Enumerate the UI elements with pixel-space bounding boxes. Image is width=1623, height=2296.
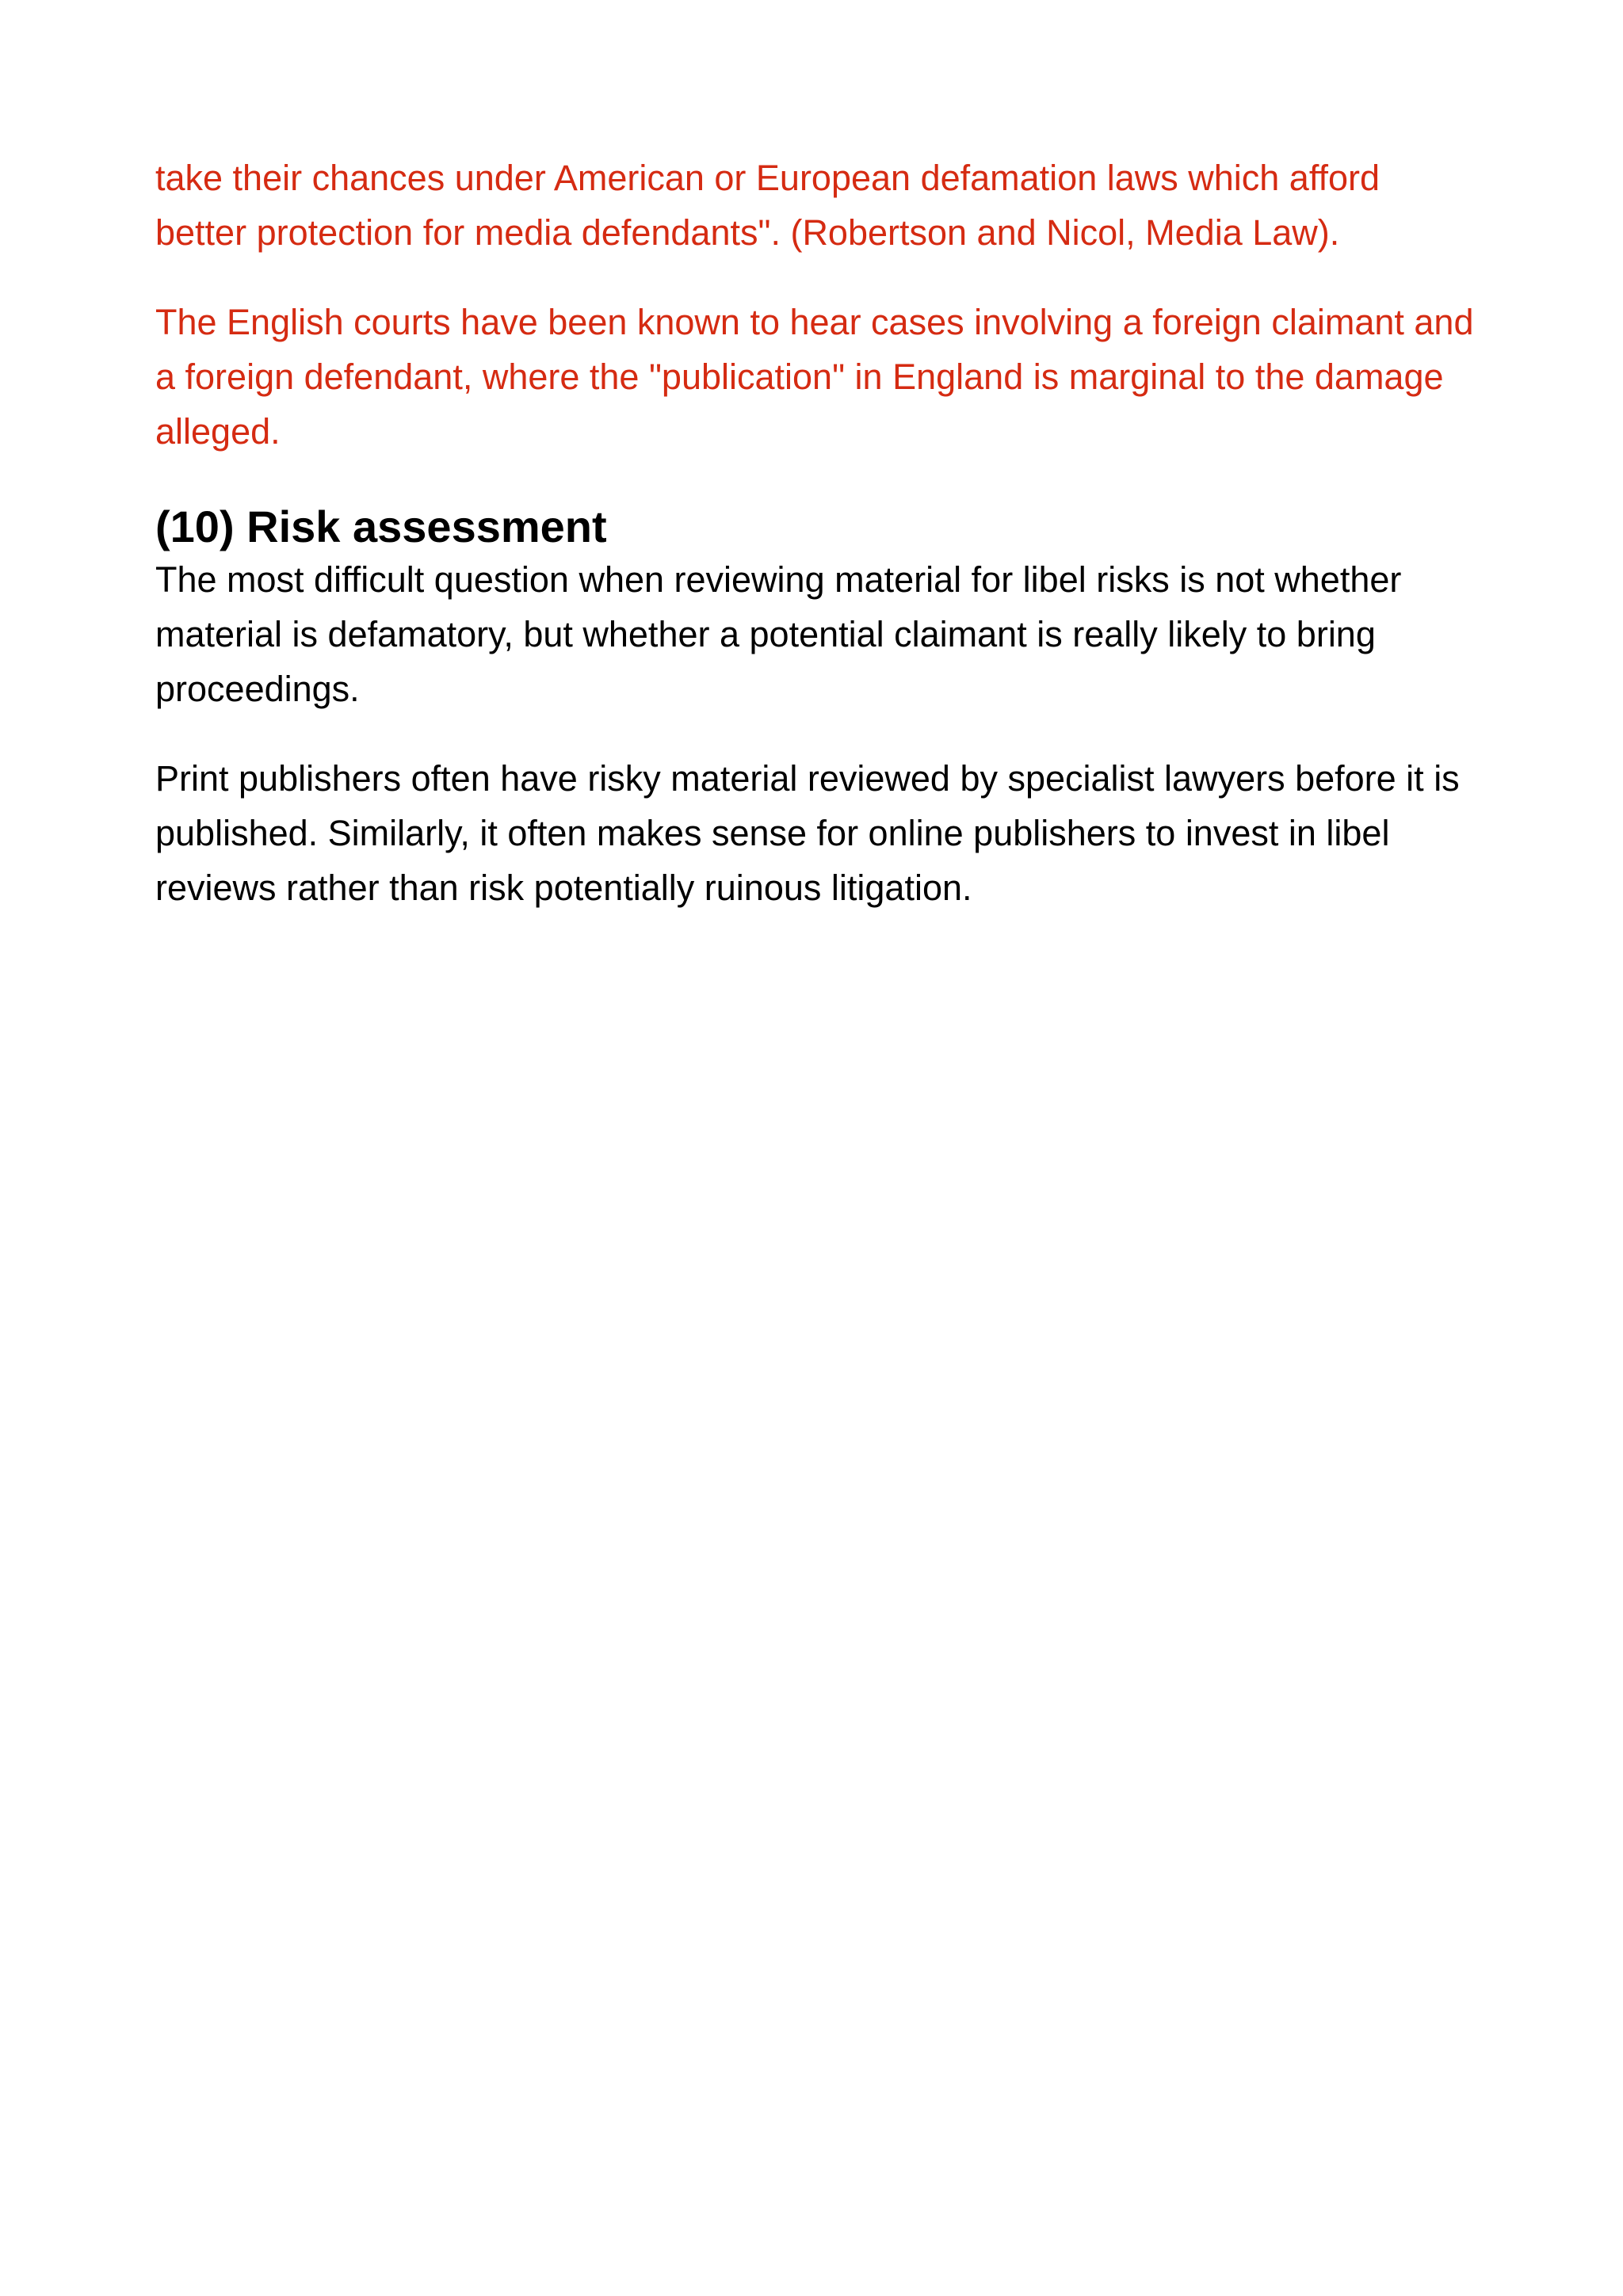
body-paragraph-1: [155, 552, 1503, 716]
paragraph-line: Print publishers often have risky material reviewed by specialist lawyers before it is: [155, 758, 1460, 799]
paragraph-line: material is defamatory, but whether a potential claimant is really likely to bring: [155, 614, 1376, 654]
paragraph-line: take their chances under American or European defamation laws which afford: [155, 158, 1381, 198]
highlight-paragraph-2: [155, 295, 1503, 459]
body-paragraph-2: [155, 751, 1503, 915]
paragraph-line: The English courts have been known to hear cases involving a foreign claimant and: [155, 302, 1474, 342]
paragraph-line: alleged.: [155, 411, 281, 452]
document-content: [155, 151, 1503, 915]
highlight-paragraph-1: [155, 151, 1503, 260]
section-heading: (10) Risk assessment: [155, 502, 607, 551]
paragraph-line: reviews rather than risk potentially ruinous litigation.: [155, 868, 972, 908]
paragraph-line: proceedings.: [155, 669, 360, 709]
paragraph-line: better protection for media defendants". (Robertson and Nicol, Media Law).: [155, 212, 1340, 253]
paragraph-line: The most difficult question when reviewing material for libel risks is not whether: [155, 559, 1402, 600]
paragraph-line: a foreign defendant, where the "publication" in England is marginal to the damage: [155, 357, 1444, 397]
paragraph-line: published. Similarly, it often makes sense for online publishers to invest in libel: [155, 813, 1390, 853]
